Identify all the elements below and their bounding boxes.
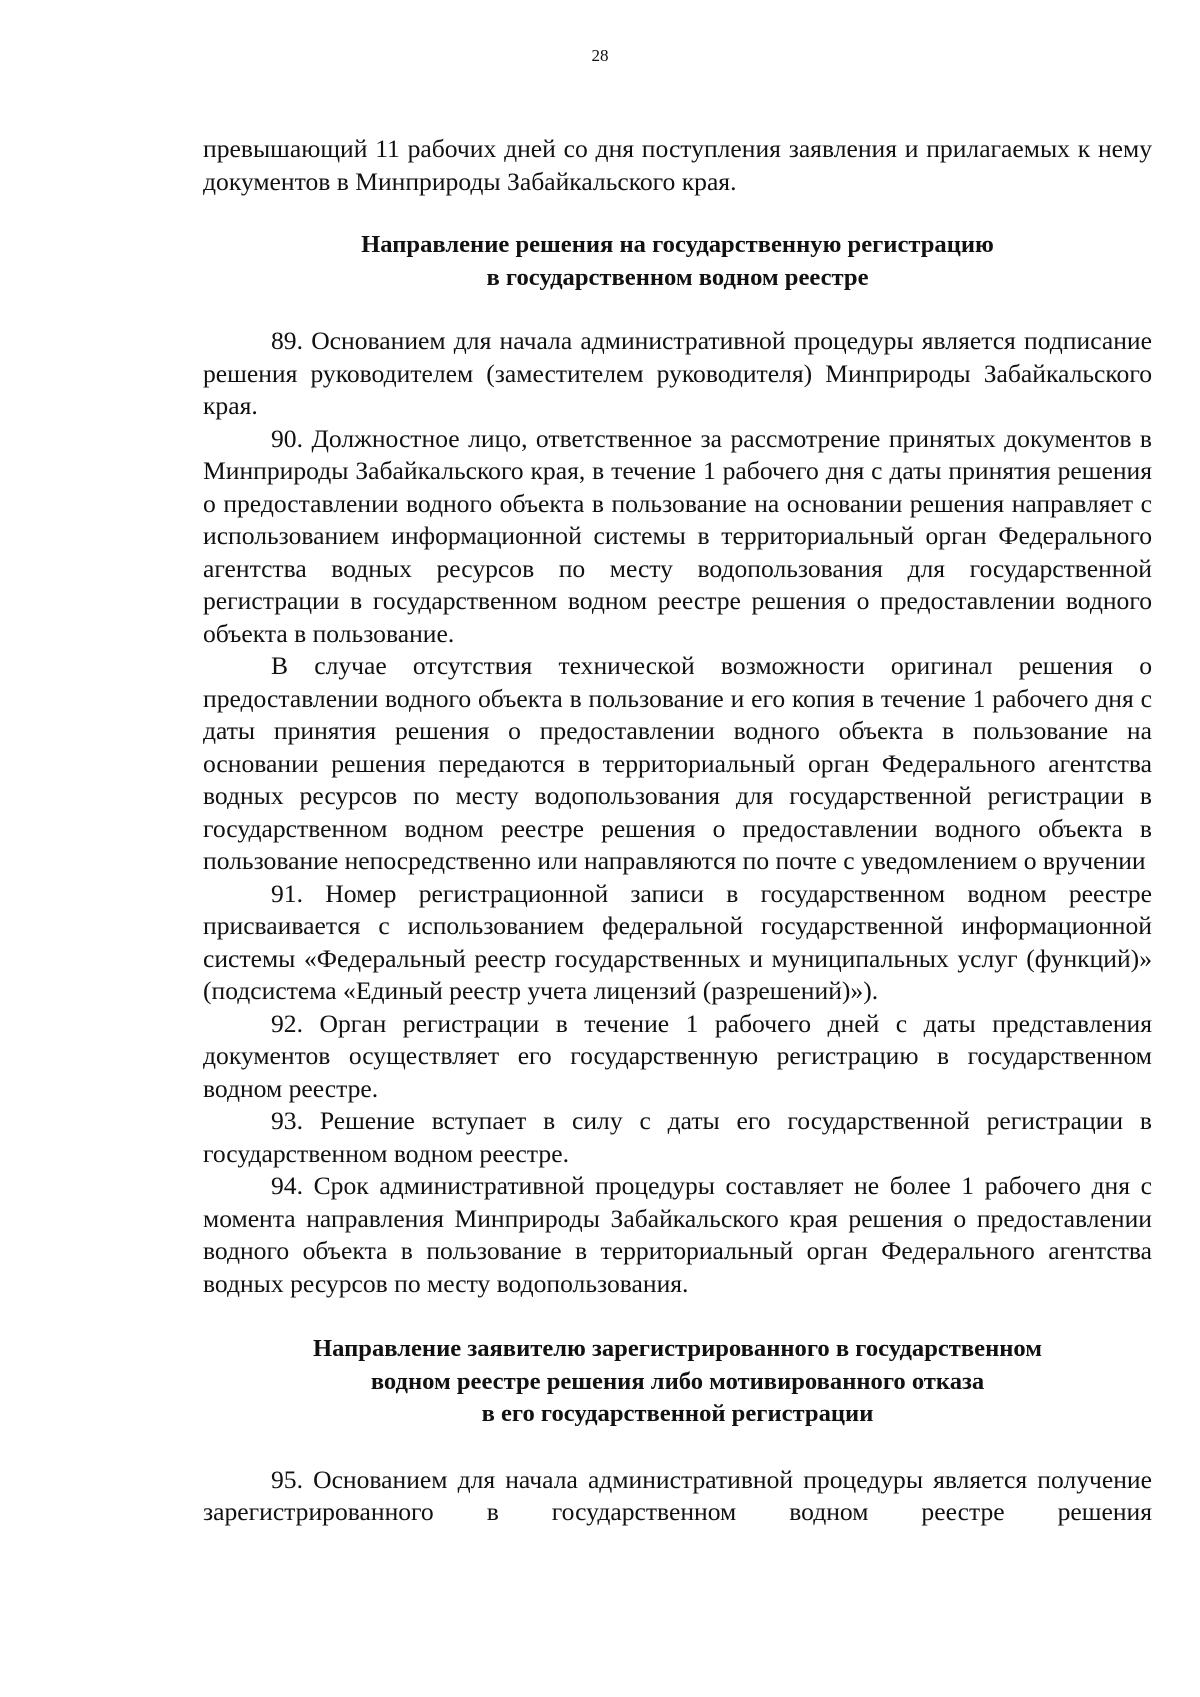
section-heading-line: Направление заявителю зарегистрированного в государственном [313, 1335, 1042, 1362]
paragraph-94: 94. Срок административной процедуры составляет не более 1 рабочего дня с момента направления Минприроды Забайкальского края решения о предоставлении водного объекта в пользование в территориальный орган Федерального агентства водных ресурсов по месту водопользования. [203, 1171, 1152, 1298]
section-heading-registration [203, 229, 1152, 294]
page-number: 28 [591, 46, 609, 65]
section-heading-line: водном реестре решения либо мотивированного отказа [370, 1367, 985, 1395]
spacer [203, 1300, 1152, 1333]
paragraph-89: 89. Основанием для начала административной процедуры является подписание решения руководителем (заместителем руководителя) Минприроды Забайкальского края. [203, 326, 1152, 420]
spacer [203, 294, 1152, 325]
paragraph-91: 91. Номер регистрационной записи в государственном водном реестре присваивается с использованием федеральной государственной информационной системы «Федеральный реестр государственных и муниципальных услуг (функций)» (подсистема «Единый реестр учета лицензий (разрешений)»). [203, 878, 1152, 1005]
paragraph-93: 93. Решение вступает в силу с даты его государственной регистрации в государственном водном реестре. [203, 1106, 1152, 1168]
continuation-paragraph: превышающий 11 рабочих дней со дня поступления заявления и прилагаемых к нему документов в Минприроды Забайкальского края. [203, 134, 1152, 196]
section-heading-line: Направление решения на государственную регистрацию [361, 231, 994, 258]
section-heading-line: в государственном водном реестре [486, 263, 869, 291]
section-heading-line: в его государственной регистрации [481, 1400, 874, 1427]
paragraph-92: 92. Орган регистрации в течение 1 рабочего дней с даты представления документов осуществляет его государственную регистрацию в государственном водном реестре. [203, 1008, 1152, 1103]
paragraph-90: 90. Должностное лицо, ответственное за рассмотрение принятых документов в Минприроды Забайкальского края, в течение 1 рабочего дня с даты принятия решения о предоставлении водного объекта в пользование на основании решения направляет с использованием информационной системы в территориальный орган Федерального агентства водных ресурсов по месту водопользования для государственной регистрации в государственном водном реестре решения о предоставлении водного объекта в пользование. [203, 423, 1152, 648]
paragraph-95: 95. Основанием для начала административной процедуры является получение зарегистрированного в государственном водном реестре решения [203, 1464, 1152, 1526]
paragraph-90-addendum: В случае отсутствия технической возможности оригинал решения о предоставлении водного объекта в пользование и его копия в течение 1 рабочего дня с даты принятия решения о предоставлении водного объекта в пользование на основании решения передаются в территориальный орган Федерального агентства водных ресурсов по месту водопользования для государственной регистрации в государственном водном реестре решения о предоставлении водного объекта в пользование непосредственно или направляются по почте с уведомлением о вручении [203, 651, 1152, 875]
spacer [203, 1431, 1152, 1464]
section-heading-notification [203, 1333, 1152, 1431]
spacer [203, 198, 1152, 229]
document-body [203, 133, 1152, 1529]
